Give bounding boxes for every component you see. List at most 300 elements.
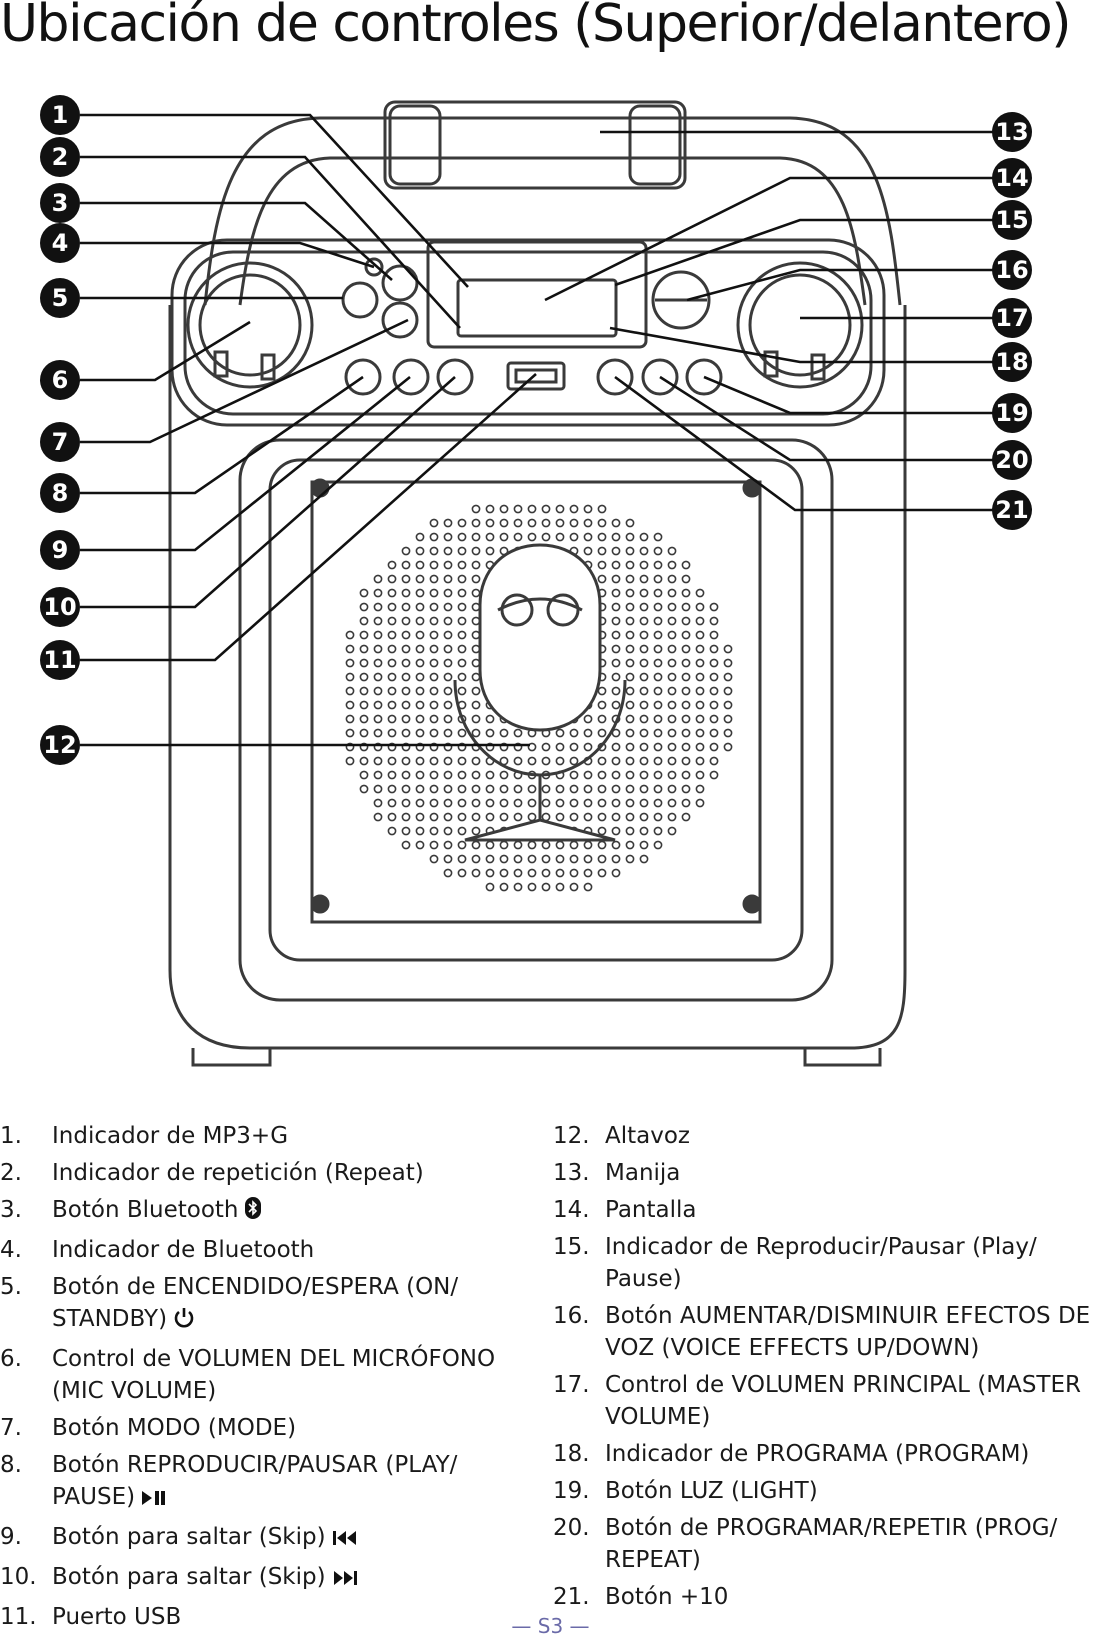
grille-hole (612, 617, 619, 624)
grille-hole (528, 869, 535, 876)
grille-hole (710, 617, 717, 624)
grille-hole (584, 785, 591, 792)
grille-hole (612, 575, 619, 582)
grille-hole (388, 785, 395, 792)
grille-hole (444, 589, 451, 596)
svg-text:7: 7 (51, 428, 69, 456)
svg-text:17: 17 (995, 304, 1029, 332)
grille-hole (528, 883, 535, 890)
legend-item-3: 3. Botón Bluetooth (0, 1194, 525, 1229)
grille-hole (430, 561, 437, 568)
grille-hole (458, 869, 465, 876)
grille-hole (374, 589, 381, 596)
grille-hole (626, 799, 633, 806)
grille-hole (710, 645, 717, 652)
legend-item-2: 2. Indicador de repetición (Repeat) (0, 1160, 424, 1186)
karaoke-speaker-diagram (0, 90, 1101, 1110)
grille-hole (486, 519, 493, 526)
grille-hole (542, 757, 549, 764)
grille-hole (668, 673, 675, 680)
callout-12 (40, 725, 80, 765)
grille-hole (500, 533, 507, 540)
grille-hole (402, 687, 409, 694)
grille-hole (584, 869, 591, 876)
grille-hole (654, 659, 661, 666)
grille-hole (360, 687, 367, 694)
grille-hole (654, 547, 661, 554)
grille-hole (430, 659, 437, 666)
grille-hole (430, 673, 437, 680)
grille-hole (626, 827, 633, 834)
grille-hole (360, 659, 367, 666)
grille-hole (640, 575, 647, 582)
grille-hole (584, 771, 591, 778)
grille-hole (612, 841, 619, 848)
grille-hole (416, 631, 423, 638)
grille-hole (570, 533, 577, 540)
legend-item-11: 11. Puerto USB (0, 1604, 182, 1630)
grille-hole (472, 729, 479, 736)
grille-hole (416, 547, 423, 554)
grille-hole (654, 687, 661, 694)
grille-hole (416, 799, 423, 806)
grille-hole (724, 701, 731, 708)
grille-hole (500, 519, 507, 526)
grille-hole (696, 589, 703, 596)
legend-item-16: 16. Botón AUMENTAR/DISMINUIR EFECTOS DE VOZ (VOICE EFFECTS UP/DOWN) (553, 1303, 1091, 1361)
legend-item-5: 5. Botón de ENCENDIDO/ESPERA (ON/ STANDBY) (0, 1271, 525, 1338)
grille-hole (640, 687, 647, 694)
grille-hole (612, 533, 619, 540)
grille-hole (654, 813, 661, 820)
grille-hole (444, 827, 451, 834)
svg-text:9: 9 (51, 536, 69, 564)
grille-hole (430, 799, 437, 806)
grille-hole (500, 771, 507, 778)
grille-hole (472, 869, 479, 876)
grille-hole (640, 855, 647, 862)
grille-hole (668, 785, 675, 792)
grille-hole (626, 519, 633, 526)
grille-hole (500, 883, 507, 890)
grille-hole (416, 729, 423, 736)
grille-hole (416, 659, 423, 666)
grille-hole (696, 715, 703, 722)
grille-hole (570, 813, 577, 820)
grille-hole (374, 659, 381, 666)
grille-hole (584, 505, 591, 512)
grille-hole (360, 631, 367, 638)
skip-forward-icon (332, 1564, 358, 1596)
grille-hole (626, 687, 633, 694)
grille-hole (640, 701, 647, 708)
grille-hole (640, 603, 647, 610)
grille-hole (514, 519, 521, 526)
grille-hole (528, 813, 535, 820)
svg-text:12: 12 (43, 731, 77, 759)
grille-hole (654, 771, 661, 778)
grille-hole (696, 771, 703, 778)
grille-hole (514, 757, 521, 764)
grille-hole (360, 589, 367, 596)
grille-hole (472, 505, 479, 512)
grille-hole (500, 855, 507, 862)
grille-hole (612, 855, 619, 862)
grille-hole (668, 701, 675, 708)
grille-hole (640, 743, 647, 750)
grille-hole (444, 715, 451, 722)
grille-hole (668, 827, 675, 834)
grille-hole (640, 785, 647, 792)
callout-1 (40, 95, 80, 135)
grille-hole (346, 645, 353, 652)
grille-hole (486, 883, 493, 890)
grille-hole (402, 575, 409, 582)
grille-hole (416, 757, 423, 764)
grille-hole (402, 785, 409, 792)
grille-hole (556, 743, 563, 750)
grille-hole (374, 687, 381, 694)
grille-hole (402, 715, 409, 722)
grille-hole (598, 757, 605, 764)
callout-21 (992, 490, 1032, 530)
grille-hole (640, 561, 647, 568)
grille-hole (724, 715, 731, 722)
grille-hole (612, 673, 619, 680)
grille-hole (374, 729, 381, 736)
grille-hole (612, 589, 619, 596)
grille-hole (612, 687, 619, 694)
grille-hole (626, 715, 633, 722)
legend-item-12: 12. Altavoz (553, 1123, 690, 1149)
grille-hole (584, 855, 591, 862)
callout-4 (40, 223, 80, 263)
grille-hole (444, 673, 451, 680)
callout-17 (992, 298, 1032, 338)
legend-item-20: 20. Botón de PROGRAMAR/REPETIR (PROG/ REPEAT) (553, 1515, 1058, 1573)
grille-hole (416, 589, 423, 596)
grille-hole (458, 547, 465, 554)
grille-hole (696, 687, 703, 694)
svg-text:10: 10 (43, 593, 77, 621)
grille-hole (444, 841, 451, 848)
grille-hole (682, 617, 689, 624)
grille-hole (514, 785, 521, 792)
grille-hole (710, 687, 717, 694)
grille-hole (710, 659, 717, 666)
grille-hole (360, 673, 367, 680)
grille-hole (430, 827, 437, 834)
grille-hole (598, 561, 605, 568)
grille-hole (598, 575, 605, 582)
grille-hole (402, 813, 409, 820)
grille-hole (654, 701, 661, 708)
grille-hole (612, 547, 619, 554)
grille-hole (360, 701, 367, 708)
grille-hole (486, 869, 493, 876)
grille-hole (682, 701, 689, 708)
grille-hole (444, 631, 451, 638)
grille-hole (416, 785, 423, 792)
grille-hole (696, 757, 703, 764)
grille-hole (500, 869, 507, 876)
grille-hole (458, 659, 465, 666)
legend-item-1: 1. Indicador de MP3+G (0, 1123, 289, 1149)
grille-hole (458, 575, 465, 582)
grille-hole (570, 799, 577, 806)
grille-hole (458, 561, 465, 568)
grille-hole (626, 701, 633, 708)
grille-hole (416, 617, 423, 624)
grille-hole (542, 841, 549, 848)
grille-hole (598, 855, 605, 862)
grille-hole (444, 645, 451, 652)
grille-hole (402, 701, 409, 708)
legend-item-10: 10. Botón para saltar (Skip) (0, 1561, 525, 1596)
grille-hole (430, 757, 437, 764)
grille-hole (360, 603, 367, 610)
grille-hole (640, 659, 647, 666)
grille-hole (472, 561, 479, 568)
callout-10 (40, 587, 80, 627)
grille-hole (402, 645, 409, 652)
grille-hole (472, 799, 479, 806)
grille-hole (458, 617, 465, 624)
grille-hole (640, 827, 647, 834)
power-icon (173, 1306, 195, 1338)
grille-hole (542, 785, 549, 792)
grille-hole (514, 813, 521, 820)
grille-hole (640, 673, 647, 680)
grille-hole (430, 645, 437, 652)
svg-text:18: 18 (995, 348, 1029, 376)
callout-11 (40, 640, 80, 680)
grille-hole (458, 631, 465, 638)
grille-hole (416, 813, 423, 820)
grille-hole (500, 785, 507, 792)
grille-hole (416, 561, 423, 568)
grille-hole (416, 701, 423, 708)
grille-hole (402, 659, 409, 666)
grille-hole (458, 533, 465, 540)
grille-hole (668, 715, 675, 722)
grille-hole (402, 841, 409, 848)
legend-item-21: 21. Botón +10 (553, 1584, 729, 1610)
grille-hole (388, 617, 395, 624)
grille-hole (626, 533, 633, 540)
grille-hole (570, 729, 577, 736)
grille-hole (668, 799, 675, 806)
grille-hole (724, 687, 731, 694)
grille-hole (374, 603, 381, 610)
legend-item-15: 15. Indicador de Reproducir/Pausar (Play/ Pause) (553, 1234, 1037, 1292)
grille-hole (444, 547, 451, 554)
callout-19 (992, 393, 1032, 433)
grille-hole (402, 589, 409, 596)
grille-hole (402, 547, 409, 554)
grille-hole (486, 771, 493, 778)
grille-hole (626, 757, 633, 764)
grille-hole (430, 589, 437, 596)
grille-hole (444, 659, 451, 666)
grille-hole (528, 799, 535, 806)
grille-hole (612, 757, 619, 764)
grille-hole (598, 547, 605, 554)
grille-hole (570, 519, 577, 526)
grille-hole (444, 701, 451, 708)
grille-hole (388, 813, 395, 820)
grille-hole (346, 729, 353, 736)
grille-hole (528, 785, 535, 792)
legend-item-19: 19. Botón LUZ (LIGHT) (553, 1478, 818, 1504)
grille-hole (556, 799, 563, 806)
grille-hole (472, 813, 479, 820)
grille-hole (528, 505, 535, 512)
grille-hole (472, 771, 479, 778)
grille-hole (542, 883, 549, 890)
grille-hole (626, 617, 633, 624)
grille-hole (584, 533, 591, 540)
grille-hole (626, 743, 633, 750)
grille-hole (458, 729, 465, 736)
grille-hole (388, 757, 395, 764)
grille-hole (360, 645, 367, 652)
grille-hole (626, 645, 633, 652)
grille-hole (668, 729, 675, 736)
grille-hole (626, 561, 633, 568)
callout-6 (40, 360, 80, 400)
grille-hole (458, 827, 465, 834)
grille-hole (612, 869, 619, 876)
grille-hole (556, 841, 563, 848)
grille-hole (542, 519, 549, 526)
grille-hole (654, 827, 661, 834)
grille-hole (570, 855, 577, 862)
grille-hole (654, 757, 661, 764)
grille-hole (654, 841, 661, 848)
legend-item-13: 13. Manija (553, 1160, 681, 1186)
grille-hole (612, 701, 619, 708)
callout-2 (40, 137, 80, 177)
grille-hole (458, 757, 465, 764)
grille-hole (430, 603, 437, 610)
grille-hole (640, 715, 647, 722)
legend-item-14: 14. Pantalla (553, 1197, 697, 1223)
grille-hole (416, 771, 423, 778)
grille-hole (374, 645, 381, 652)
grille-hole (598, 533, 605, 540)
grille-hole (598, 869, 605, 876)
grille-hole (654, 617, 661, 624)
speaker-unit-drawing (170, 102, 905, 1065)
grille-hole (430, 547, 437, 554)
grille-hole (430, 841, 437, 848)
svg-text:15: 15 (995, 206, 1029, 234)
grille-hole (374, 813, 381, 820)
callout-5 (40, 278, 80, 318)
grille-hole (388, 771, 395, 778)
grille-hole (458, 785, 465, 792)
grille-hole (472, 519, 479, 526)
grille-hole (640, 729, 647, 736)
grille-hole (710, 603, 717, 610)
grille-hole (696, 617, 703, 624)
grille-hole (640, 617, 647, 624)
grille-hole (444, 729, 451, 736)
grille-hole (654, 729, 661, 736)
grille-hole (346, 687, 353, 694)
grille-hole (486, 855, 493, 862)
grille-hole (654, 799, 661, 806)
grille-hole (486, 729, 493, 736)
grille-hole (360, 757, 367, 764)
grille-hole (430, 687, 437, 694)
grille-hole (654, 743, 661, 750)
grille-hole (682, 645, 689, 652)
grille-hole (346, 701, 353, 708)
svg-text:20: 20 (995, 446, 1029, 474)
grille-hole (416, 575, 423, 582)
grille-hole (640, 533, 647, 540)
grille-hole (416, 827, 423, 834)
grille-hole (472, 785, 479, 792)
svg-text:1: 1 (51, 101, 69, 129)
control-deck (172, 240, 884, 425)
grille-hole (556, 813, 563, 820)
grille-hole (626, 771, 633, 778)
grille-hole (486, 505, 493, 512)
grille-hole (444, 799, 451, 806)
grille-hole (542, 533, 549, 540)
grille-hole (640, 771, 647, 778)
grille-hole (682, 799, 689, 806)
grille-hole (444, 869, 451, 876)
grille-hole (346, 757, 353, 764)
grille-hole (612, 631, 619, 638)
grille-hole (612, 603, 619, 610)
grille-hole (472, 841, 479, 848)
grille-hole (514, 729, 521, 736)
grille-hole (682, 561, 689, 568)
grille-hole (444, 533, 451, 540)
grille-hole (388, 645, 395, 652)
skip-back-icon (332, 1524, 358, 1556)
grille-hole (612, 827, 619, 834)
grille-hole (402, 631, 409, 638)
grille-hole (640, 547, 647, 554)
grille-hole (570, 869, 577, 876)
grille-hole (668, 589, 675, 596)
svg-text:16: 16 (995, 256, 1029, 284)
grille-hole (654, 575, 661, 582)
grille-hole (444, 855, 451, 862)
grille-hole (430, 701, 437, 708)
callout-20 (992, 440, 1032, 480)
grille-hole (710, 701, 717, 708)
grille-hole (584, 799, 591, 806)
grille-hole (388, 687, 395, 694)
grille-hole (710, 757, 717, 764)
grille-hole (612, 743, 619, 750)
grille-hole (542, 505, 549, 512)
grille-hole (598, 785, 605, 792)
grille-hole (696, 729, 703, 736)
grille-hole (598, 519, 605, 526)
grille-hole (374, 799, 381, 806)
grille-hole (584, 743, 591, 750)
grille-hole (444, 603, 451, 610)
grille-hole (710, 715, 717, 722)
